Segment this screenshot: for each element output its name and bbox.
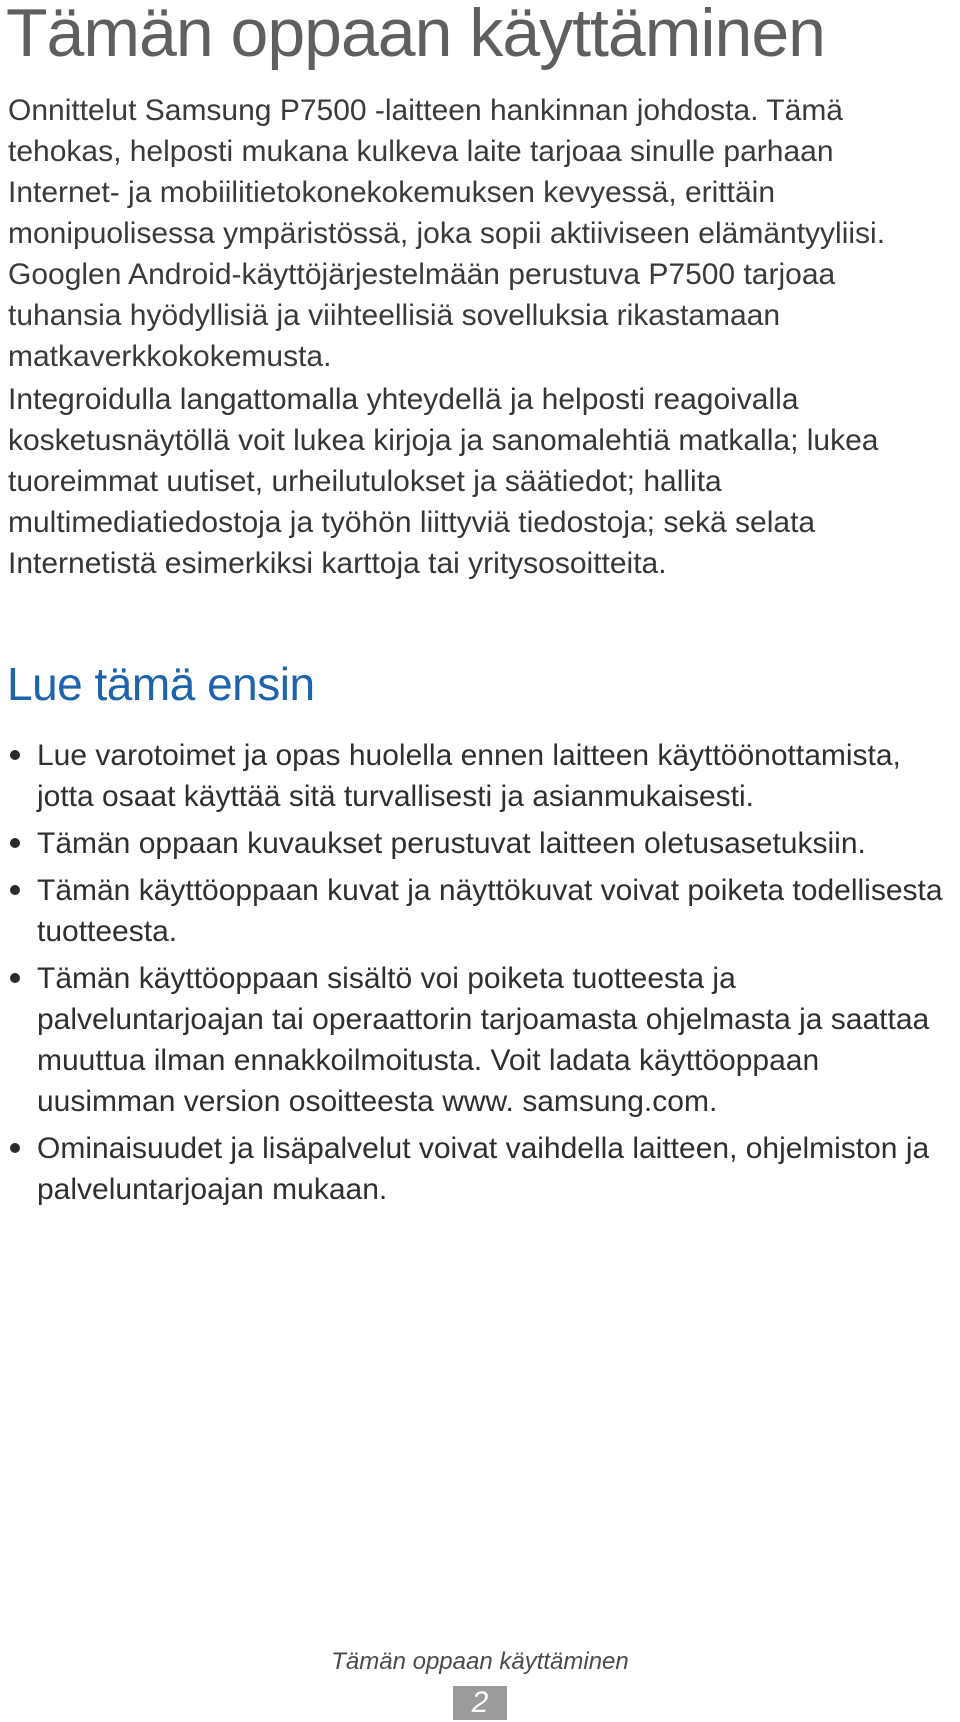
bullet-text: Ominaisuudet ja lisäpalvelut voivat vaihdella laitteen, ohjelmiston ja palveluntarjoajan mukaan.: [37, 1132, 930, 1206]
intro-paragraph-1: Onnittelut Samsung P7500 -laitteen hankinnan johdosta. Tämä tehokas, helposti mukana kulkeva laite tarjoaa sinulle parhaan Internet- ja mobiilitietokonekokemuksen kevyessä, erittäin monipuolisessa ympäristössä, joka sopii aktiiviseen elämäntyyliisi. Googlen Android-käyttöjärjestelmään perustuva P7500 tarjoaa tuhansia hyödyllisiä ja viihteellisiä sovelluksia rikastamaan matkaverkkokokemusta.: [8, 94, 886, 373]
bullet-list: [0, 735, 960, 1216]
bullet-icon: [10, 973, 20, 983]
bullet-text: Tämän käyttöoppaan sisältö voi poiketa tuotteesta ja palveluntarjoajan tai operaattorin tarjoamasta ohjelmasta ja saattaa muuttua ilman ennakkoilmoitusta. Voit ladata käyttöoppaan uusimman version osoitteesta www. samsung.com.: [37, 962, 930, 1118]
list-item: [0, 870, 960, 952]
bullet-icon: [10, 885, 20, 895]
bullet-text: Tämän käyttöoppaan kuvat ja näyttökuvat voivat poiketa todellisesta tuotteesta.: [37, 874, 943, 948]
intro-paragraph-2: Integroidulla langattomalla yhteydellä ja helposti reagoivalla kosketusnäytöllä voit lukea kirjoja ja sanomalehtiä matkalla; lukea tuoreimmat uutiset, urheilutulokset ja säätiedot; hallita multimediatiedostoja ja työhön liittyviä tiedostoja; sekä selata Internetistä esimerkiksi karttoja tai yritysosoitteita.: [8, 383, 879, 580]
page-title: Tämän oppaan käyttäminen: [6, 0, 825, 71]
bullet-icon: [10, 750, 20, 760]
list-item: [0, 958, 960, 1122]
bullet-text: Tämän oppaan kuvaukset perustuvat laitteen oletusasetuksiin.: [37, 827, 866, 860]
list-item: [0, 1128, 960, 1210]
section-title: Lue tämä ensin: [7, 658, 315, 710]
bullet-icon: [10, 1143, 20, 1153]
footer-running-title: Tämän oppaan käyttäminen: [331, 1648, 629, 1675]
list-item: [0, 823, 960, 864]
page-number-badge: 2: [453, 1686, 507, 1720]
bullet-text: Lue varotoimet ja opas huolella ennen laitteen käyttöönottamista, jotta osaat käyttää sitä turvallisesti ja asianmukaisesti.: [37, 739, 901, 813]
intro-section: [8, 90, 953, 586]
bullet-icon: [10, 838, 20, 848]
list-item: [0, 735, 960, 817]
